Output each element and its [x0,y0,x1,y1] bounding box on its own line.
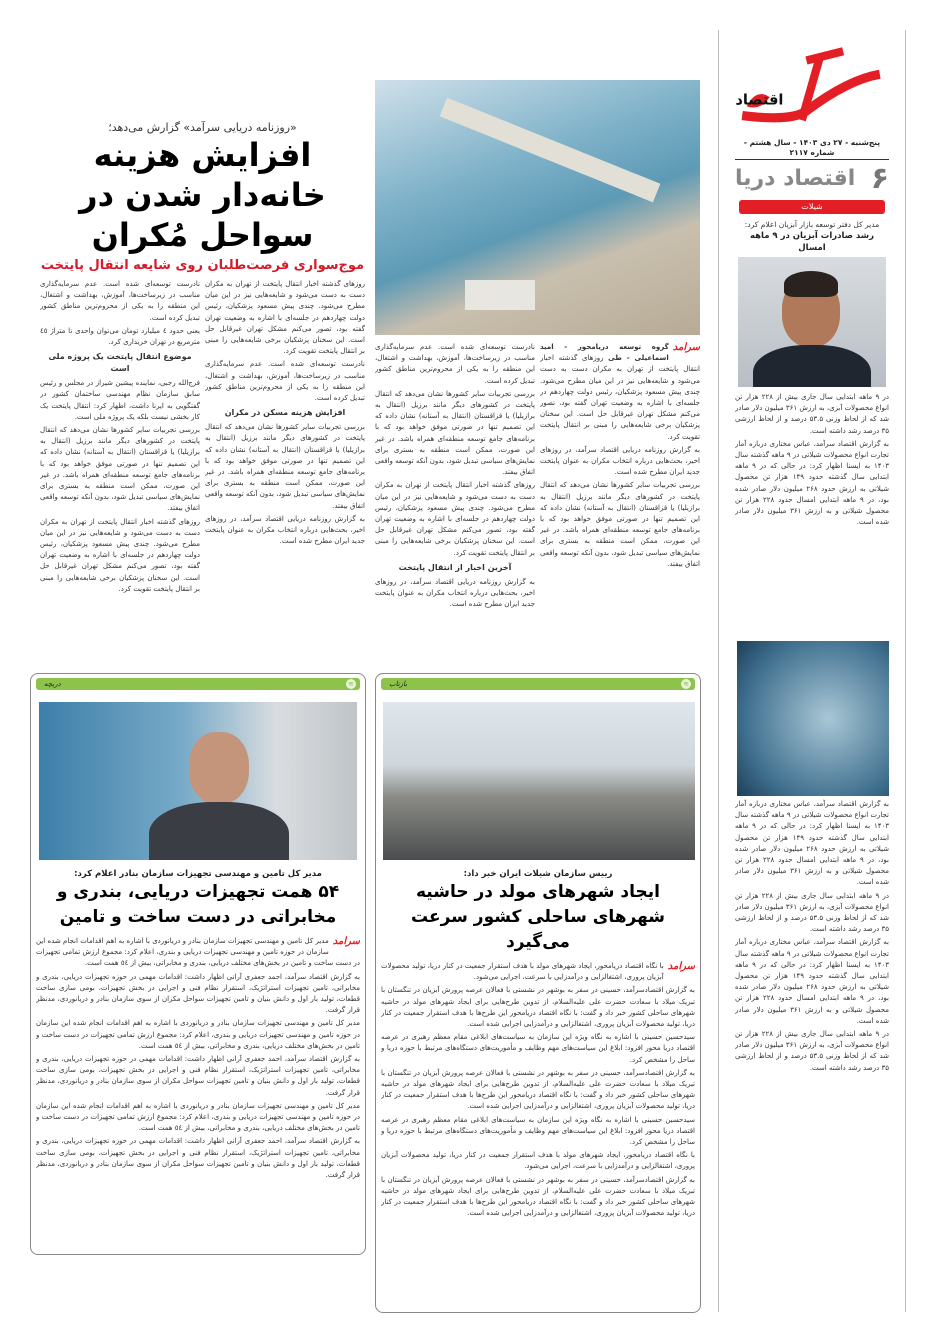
section-bar-label: دریچه [44,680,61,688]
lead-column-3 [205,279,365,668]
lead-photo-block [375,80,700,668]
paragraph: بررسی تجربیات سایر کشورها نشان می‌دهد که انتقال پایتخت در کشورهای دیگر مانند برزیل (انتقال به برازیلیا) یا قزاقستان (انتقال به آستانه) نشان داده که این تصمیم تنها در صورتی موفق خواهد بود که با برنامه‌های جامع توسعه منطقه‌ای همراه باشد. در غیر این صورت، ممکن است منطقه به بستری برای نمایش‌های سیاسی تبدیل شود، بدون آنکه توسعه واقعی اتفاق بیفتد. [205,423,365,510]
sidebar-article-text-continued [735,799,889,1306]
paragraph: نادرست توسعه‌ای شده است. عدم سرمایه‌گذاری مناسب در زیرساخت‌ها، آموزش، بهداشت و اشتغال، این منطقه را به یکی از محروم‌ترین مناطق کشور تبدیل کرده است. [205,360,365,403]
page-number: ۶ [870,161,889,196]
article-kicker: مدیر کل تامین و مهندسی تجهیزات سازمان بنادر اعلام کرد: [74,869,322,879]
paragraph: به گزارش اقتصاد سرآمد، احمد جعفری آرانی اظهار داشت: اقدامات مهمی در حوزه تجهیزات دریایی، بندری و مخابراتی، تامین تجهیزات استراتژیک، استقرار نظام فنی و اجرایی در بخش تجهیزات، بومی سازی ساخت قطعات، تولید بار اول و دانش بنیان و تامین تجهیزات سواحل مکران از سوی سازمان بنادر و دریانوردی، مدنظر قرار گرفت. [36,1137,360,1180]
section-bar [381,678,695,690]
masthead-logo [733,38,889,138]
news-box-baztab [375,673,701,1313]
section-bar-label: شیلات [801,202,823,211]
paragraph: سیدحسین حسینی با اشاره به نگاه ویژه این سازمان به سیاست‌های ابلاغی مقام معظم رهبری در عرصه اقتصاد دریا محور افزود: ابلاغ این سیاست‌های مهم وظایف و مأموریت‌های دستگاه‌های مرتبط با حوزه دریا و ساحل را مشخص کرد. [381,1033,695,1064]
paragraph: سیدحسین حسینی با اشاره به نگاه ویژه این سازمان به سیاست‌های ابلاغی مقام معظم رهبری در عرصه اقتصاد دریا محور افزود: ابلاغ این سیاست‌های مهم وظایف و مأموریت‌های دستگاه‌های مرتبط با حوزه دریا و ساحل را مشخص کرد. [381,1115,695,1147]
paragraph: روزهای گذشته اخبار انتقال پایتخت از تهران به مکران دست به دست می‌شود و شایعه‌هایی نیز در این میان مطرح می‌شود. چندی پیش مسعود پزشکیان، رئیس دولت چهاردهم در جلسه‌ای با اشاره به وضعیت تهران گفته بود، تصور می‌کنم مشکل تهران غیرقابل حل است. این سخنان پزشکیان برخی شایعه‌هایی را مبنی بر انتقال پایتخت تقویت کرد. [40,517,200,593]
article-headline: ایجاد شهرهای مولد در حاشیه شهرهای ساحلی کشور سرعت می‌گیرد [410,882,666,952]
section-bar [36,678,360,690]
paragraph: در ۹ ماهه ابتدایی سال جاری بیش از ۲۲۸ هزار تن انواع محصولات آبزی، به ارزش ۳۶۱ میلیون دلار صادر شد که از لحاظ وزنی ۵۳.۵ درصد و از لحاظ ارزشی ۳۵ درصد رشد داشته است. [735,1030,889,1072]
paragraph: به گزارش اقتصادسرآمد، حسینی در سفر به بوشهر در نشستی با فعالان عرصه پرورش آبزیان در تنگستان با تبریک میلاد با سعادت حضرت علی علیه‌السلام، از تدوین طرح‌هایی برای ایجاد شهرهای مولد در حاشیه شهرهای ساحلی کشور خبر داد و گفت: با نگاه اقتصاد دریامحور این طرح‌ها با هدف استقرار جمعیت در کنار دریا، تولید محصولات آبزیان پروری، اشتغالزایی و درآمدزایی اجرایی شده است. [381,1175,695,1218]
meeting-photo [383,702,695,860]
paragraph: به گزارش روزنامه دریایی اقتصاد سرآمد، در روزهای اخیر، بحث‌هایی درباره انتخاب مکران به عنوان پایتخت جدید ایران مطرح شده است. [205,514,365,546]
lead-subhead: موج‌سواری فرصت‌طلبان روی شایعه انتقال پایتخت [40,258,365,273]
lead-column-2 [375,342,535,668]
article-kicker: رییس سازمان شیلات ایران خبر داد: [463,869,613,879]
sidebar-kicker: مدیر کل دفتر توسعه بازار آبزیان اعلام کرد: [744,220,880,229]
paragraph: به گزارش اقتصاد سرآمد، عباس مختاری درباره آمار تجارت انواع محصولات شیلاتی در ۹ ماهه گذشته سال ۱۴۰۳ به ایسنا اظهار کرد: در حالی که در ۹ ماهه ابتدایی سال گذشته حدود ۱۴۹ هزار تن محصول شیلاتی به ارزش حدود ۲۶۸ میلیون دلار صادر شده بود، در ۹ ماهه ابتدایی امسال حدود ۲۲۸ هزار تن محصول شیلاتی و به ارزش ۳۶۱ میلیون دلار صادر شده است. [735,439,889,527]
subheading: آخرین اخبار از انتقال پایتخت [398,562,512,572]
svg-text:اقتصاد: اقتصاد [735,91,784,109]
lead-column-4 [40,279,200,668]
paragraph: به گزارش روزنامه دریایی اقتصاد سرآمد، در روزهای اخیر، بحث‌هایی درباره انتخاب مکران به عنوان پایتخت جدید ایران مطرح شده است. [540,445,700,477]
paragraph: با نگاه اقتصاد دریامحور، ایجاد شهرهای مولد با هدف استقرار جمعیت در کنار دریا، تولید محصولات آبزیان پروری، اشتغالزایی و درآمدزایی با سرعت، اجرایی می‌شود. [381,962,664,982]
paragraph: فرج‌الله رجبی، نماینده پیشین شیراز در مجلس و رئیس سابق سازمان نظام مهندسی ساختمان کشور در گفتگویی به ایرنا داشت، اظهار کرد: انتقال پایتخت یک کار بخشی نیست بلکه یک پروژه ملی است. [40,379,200,421]
section-title: اقتصاد دریا [735,166,856,191]
paragraph: به گزارش اقتصاد سرآمد، عباس مختاری درباره آمار تجارت انواع محصولات شیلاتی در ۹ ماهه گذشته سال ۱۴۰۳ به ایسنا اظهار کرد: در حالی که در ۹ ماهه ابتدایی سال گذشته حدود ۱۴۹ هزار تن محصول شیلاتی به ارزش حدود ۲۶۸ میلیون دلار صادر شده بود، در ۹ ماهه ابتدایی امسال حدود ۲۲۸ هزار تن محصول شیلاتی و به ارزش ۳۶۱ میلیون دلار صادر شده است. [735,938,889,1025]
dateline: پنج‌شنبه - ۲۷ دی ۱۴۰۳ - سال هشتم - شماره ۲۱۱۷ [735,138,889,160]
paragraph: به گزارش اقتصاد سرآمد، احمد جعفری آرانی اظهار داشت: اقدامات مهمی در حوزه تجهیزات دریایی، بندری و مخابراتی، تامین تجهیزات استراتژیک، استقرار نظام فنی و اجرایی در بخش تجهیزات، بومی سازی ساخت قطعات، تولید بار اول و دانش بنیان و تامین تجهیزات سواحل مکران از سوی سازمان بنادر و دریانوردی، مدنظر قرار گرفت. [36,1055,360,1097]
broadcast-icon: ≋ [681,679,691,689]
paragraph: یعنی حدود ٤ میلیارد تومان می‌توان واحدی تا متراژ ٤٥ مترمربع در تهران خریداری کرد. [40,326,200,347]
source-logo: سرآمد [332,936,360,947]
section-bar-shilat [739,200,885,214]
paragraph: به گزارش اقتصادسرآمد، حسینی در سفر به بوشهر در نشستی با فعالان عرصه پرورش آبزیان در تنگستان با تبریک میلاد با سعادت حضرت علی علیه‌السلام، از تدوین طرح‌هایی برای ایجاد شهرهای مولد در حاشیه شهرهای ساحلی کشور خبر داد و گفت: با نگاه اقتصاد دریامحور این طرح‌ها با هدف استقرار جمعیت در کنار دریا، تولید محصولات آبزیان پروری، اشتغالزایی و درآمدزایی اجرایی شده است. [381,986,695,1029]
paragraph: روزهای گذشته اخبار انتقال پایتخت از تهران به مکران دست به دست می‌شود و شایعه‌هایی نیز در این میان مطرح می‌شود. چندی پیش مسعود پزشکیان، رئیس دولت چهاردهم در جلسه‌ای با اشاره به وضعیت تهران گفته بود، تصور می‌کنم مشکل تهران غیرقابل حل است. این سخنان پزشکیان برخی شایعه‌هایی را مبنی بر انتقال پایتخت تقویت کرد. [205,280,365,356]
subheading: موضوع انتقال پایتخت یک پروژه ملی است [48,352,192,374]
paragraph: مدیر کل تامین و مهندسی تجهیزات سازمان بنادر و دریانوردی با اشاره به اهم اقدامات انجام شده این سازمان در حوزه تامین و مهندسی تجهیزات دریایی و بندری، اعلام کرد: مجموع ارزش تمامی تجهیزات در دست ساخت و تامین در بخش‌های مختلف دریایی، بندری و مخابراتی، بیش از ٥٤ همت است. [36,937,360,968]
paragraph: بررسی تجربیات سایر کشورها نشان می‌دهد که انتقال پایتخت در کشورهای دیگر مانند برزیل (انتقال به برازیلیا) یا قزاقستان (انتقال به آستانه) نشان داده که این تصمیم تنها در صورتی موفق خواهد بود که با برنامه‌های جامع توسعه منطقه‌ای همراه باشد. در غیر این صورت، ممکن است منطقه به بستری برای نمایش‌های سیاسی تبدیل شود، بدون آنکه توسعه واقعی اتفاق بیفتد. [540,481,700,568]
sidebar-title: رشد صادرات آبزیان در ۹ ماهه امسال [749,231,875,253]
sidebar-article-text [735,392,889,638]
paragraph: نادرست توسعه‌ای شده است. عدم سرمایه‌گذاری مناسب در زیرساخت‌ها، آموزش، بهداشت و اشتغال، این منطقه را به یکی از محروم‌ترین مناطق کشور تبدیل کرده است. [375,343,535,385]
paragraph: به گزارش روزنامه دریایی اقتصاد سرآمد، در روزهای اخیر، بحث‌هایی درباره انتخاب مکران به عنوان پایتخت جدید ایران مطرح شده است. [375,577,535,609]
paragraph: نادرست توسعه‌ای شده است. عدم سرمایه‌گذاری مناسب در زیرساخت‌ها، آموزش، بهداشت و اشتغال، این منطقه را به یکی از محروم‌ترین مناطق کشور تبدیل کرده است. [40,280,200,322]
paragraph: به گزارش اقتصادسرآمد، حسینی در سفر به بوشهر در نشستی با فعالان عرصه پرورش آبزیان در تنگستان با تبریک میلاد با سعادت حضرت علی علیه‌السلام، از تدوین طرح‌هایی برای ایجاد شهرهای مولد در حاشیه شهرهای ساحلی کشور خبر داد و گفت: با نگاه اقتصاد دریامحور این طرح‌ها با هدف استقرار جمعیت در کنار دریا، تولید محصولات آبزیان پروری، اشتغالزایی و درآمدزایی اجرایی شده است. [381,1068,695,1111]
source-logo: سرآمد [667,961,695,972]
paragraph: مدیر کل تامین و مهندسی تجهیزات سازمان بنادر و دریانوردی با اشاره به اهم اقدامات انجام شده این سازمان در حوزه تامین و مهندسی تجهیزات دریایی و بندری، اعلام کرد: مجموع ارزش تمامی تجهیزات در دست ساخت و تامین در بخش‌های مختلف دریایی، بندری و مخابراتی، بیش از ٥٤ همت است. [36,1101,360,1133]
paragraph: در ۹ ماهه ابتدایی سال جاری بیش از ۲۲۸ هزار تن انواع محصولات آبزی، به ارزش ۳۶۱ میلیون دلار صادر شد که از لحاظ وزنی ۵۳.۵ درصد و از لحاظ ارزشی ۳۵ درصد رشد داشته است. [735,393,889,435]
paragraph: به گزارش اقتصاد سرآمد، عباس مختاری درباره آمار تجارت انواع محصولات شیلاتی در ۹ ماهه گذشته سال ۱۴۰۳ به ایسنا اظهار کرد: در حالی که در ۹ ماهه ابتدایی سال گذشته حدود ۱۴۹ هزار تن محصول شیلاتی به ارزش حدود ۲۶۸ میلیون دلار صادر شده بود، در ۹ ماهه ابتدایی امسال حدود ۲۲۸ هزار تن محصول شیلاتی و به ارزش ۳۶۱ میلیون دلار صادر شده است. [735,800,889,887]
portrait-photo [738,257,886,387]
paragraph: روزهای گذشته اخبار انتقال پایتخت از تهران به مکران دست به دست می‌شود و شایعه‌هایی نیز در این میان مطرح می‌شود. چندی پیش مسعود پزشکیان، رئیس دولت چهاردهم در جلسه‌ای با اشاره به وضعیت تهران گفته بود، تصور می‌کنم مشکل تهران غیرقابل حل است. این سخنان پزشکیان برخی شایعه‌هایی را مبنی بر انتقال پایتخت تقویت کرد. [540,354,700,441]
article-headline: ۵۴ همت تجهیزات دریایی، بندری و مخابراتی در دست ساخت و تامین [56,882,340,927]
broadcast-icon: ≋ [346,679,356,689]
paragraph: با نگاه اقتصاد دریامحور، ایجاد شهرهای مولد با هدف استقرار جمعیت در کنار دریا، تولید محصولات آبزیان پروری، اشتغالزایی و درآمدزایی با سرعت، اجرایی می‌شود. [381,1151,695,1171]
lead-columns-left [40,279,365,668]
lead-column-1 [540,342,700,668]
article-text [381,961,695,1306]
section-bar-label: بازتاب [389,680,408,688]
official-portrait-photo [39,702,357,860]
paragraph: به گزارش اقتصاد سرآمد، احمد جعفری آرانی اظهار داشت: اقدامات مهمی در حوزه تجهیزات دریایی، بندری و مخابراتی، تامین تجهیزات استراتژیک، استقرار نظام فنی و اجرایی در بخش تجهیزات، بومی سازی ساخت قطعات، تولید بار اول و دانش بنیان و تامین تجهیزات سواحل مکران از سوی سازمان بنادر و دریانوردی، مدنظر قرار گرفت. [36,972,360,1015]
lead-columns-right [375,342,700,668]
lead-kicker: «روزنامه دریایی سرآمد» گزارش می‌دهد؛ [108,121,297,134]
port-aerial-photo [375,80,700,335]
article-text [36,936,360,1248]
paragraph: بررسی تجربیات سایر کشورها نشان می‌دهد که انتقال پایتخت در کشورهای دیگر مانند برزیل (انتقال به برازیلیا) یا قزاقستان (انتقال به آستانه) نشان داده که این تصمیم تنها در صورتی موفق خواهد بود که با برنامه‌های جامع توسعه منطقه‌ای همراه باشد. در غیر این صورت، ممکن است منطقه به بستری برای نمایش‌های سیاسی تبدیل شود، بدون آنکه توسعه واقعی اتفاق بیفتد. [40,426,200,513]
paragraph: بررسی تجربیات سایر کشورها نشان می‌دهد که انتقال پایتخت در کشورهای دیگر مانند برزیل (انتقال به برازیلیا) یا قزاقستان (انتقال به آستانه) نشان داده که این تصمیم تنها در صورتی موفق خواهد بود که با برنامه‌های جامع توسعه منطقه‌ای همراه باشد. در غیر این صورت، ممکن است منطقه به بستری برای نمایش‌های سیاسی تبدیل شود، بدون آنکه توسعه واقعی اتفاق بیفتد. [375,389,535,477]
subheading: افزایش هزینه مسکن در مکران [224,408,346,418]
paragraph: روزهای گذشته اخبار انتقال پایتخت از تهران به مکران دست به دست می‌شود و شایعه‌هایی نیز در این میان مطرح می‌شود. چندی پیش مسعود پزشکیان، رئیس دولت چهاردهم در جلسه‌ای با اشاره به وضعیت تهران گفته بود، تصور می‌کنم مشکل تهران غیرقابل حل است. این سخنان پزشکیان برخی شایعه‌هایی را مبنی بر انتقال پایتخت تقویت کرد. [375,481,535,557]
paragraph: در ۹ ماهه ابتدایی سال جاری بیش از ۲۲۸ هزار تن انواع محصولات آبزی، به ارزش ۳۶۱ میلیون دلار صادر شد که از لحاظ وزنی ۵۳.۵ درصد و از لحاظ ارزشی ۳۵ درصد رشد داشته است. [735,891,889,934]
source-logo: سرآمد [672,342,700,353]
lead-header-block [40,120,365,668]
fish-school-photo [737,641,889,796]
sidebar [718,30,906,1312]
lead-headline: افزایش هزینه خانه‌دار شدن در سواحل مُکران [79,136,326,254]
byline: گروه توسعه دریامحور - امید اسماعیلی - طی [540,343,669,363]
news-box-daricheh [30,673,366,1255]
paragraph: مدیر کل تامین و مهندسی تجهیزات سازمان بنادر و دریانوردی با اشاره به اهم اقدامات انجام شده این سازمان در حوزه تامین و مهندسی تجهیزات دریایی و بندری، اعلام کرد: مجموع ارزش تمامی تجهیزات در دست ساخت و تامین در بخش‌های مختلف دریایی، بندری و مخابراتی، بیش از ٥٤ همت است. [36,1019,360,1050]
section-header [735,162,889,196]
